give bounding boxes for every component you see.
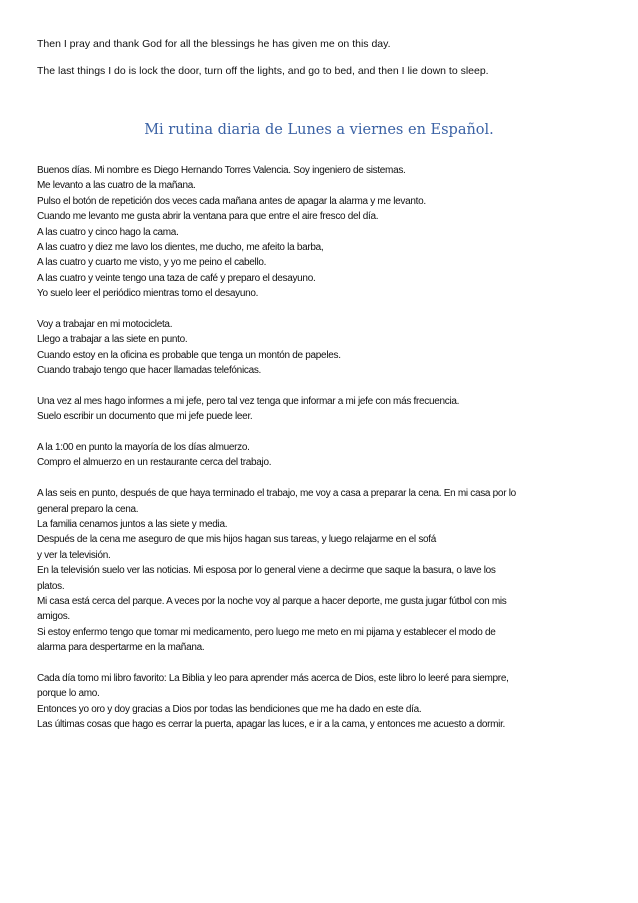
text-line: A las seis en punto, después de que haya terminado el trabajo, me voy a casa a preparar la cena. En mi casa por lo [37,488,516,500]
text-line: general preparo la cena. [37,503,139,515]
text-line: Cuando me levanto me gusta abrir la ventana para que entre el aire fresco del día. [37,211,379,223]
text-line: A las cuatro y diez me lavo los dientes, me ducho, me afeito la barba, [37,241,324,253]
document-body [37,163,617,748]
text-line: La familia cenamos juntos a las siete y media. [37,518,228,530]
text-line: Cuando estoy en la oficina es probable que tenga un montón de papeles. [37,349,341,361]
text-line: Suelo escribir un documento que mi jefe puede leer. [37,411,253,423]
paragraph [37,486,617,655]
paragraph [37,163,617,302]
text-line: A las cuatro y cinco hago la cama. [37,226,179,238]
paragraph [37,317,617,379]
text-line: A las cuatro y cuarto me visto, y yo me peino el cabello. [37,257,267,269]
text-line: Llego a trabajar a las siete en punto. [37,334,188,346]
text-line: platos. [37,580,65,592]
text-line: Las últimas cosas que hago es cerrar la puerta, apagar las luces, e ir a la cama, y entonces me acuesto a dormir. [37,719,506,731]
text-line: En la televisión suelo ver las noticias. Mi esposa por lo general viene a decirme que saque la basura, o lave los [37,565,496,577]
text-line: Una vez al mes hago informes a mi jefe, pero tal vez tenga que informar a mi jefe con más frecuencia. [37,395,460,407]
english-line-pray: Then I pray and thank God for all the blessings he has given me on this day. [37,38,391,50]
text-line: Me levanto a las cuatro de la mañana. [37,180,196,192]
text-line: A la 1:00 en punto la mayoría de los días almuerzo. [37,442,250,454]
paragraph [37,671,617,733]
text-line: Pulso el botón de repetición dos veces cada mañana antes de apagar la alarma y me levanto. [37,195,426,207]
text-line: Yo suelo leer el periódico mientras tomo el desayuno. [37,288,259,300]
text-line: alarma para despertarme en la mañana. [37,642,205,654]
text-line: Compro el almuerzo en un restaurante cerca del trabajo. [37,457,272,469]
text-line: amigos. [37,611,70,623]
text-line: Mi casa está cerca del parque. A veces por la noche voy al parque a hacer deporte, me gusta jugar fútbol con mis [37,595,507,607]
text-line: Voy a trabajar en mi motocicleta. [37,318,173,330]
text-line: Cada día tomo mi libro favorito: La Biblia y leo para aprender más acerca de Dios, este libro lo leeré para siempre, [37,672,509,684]
text-line: Cuando trabajo tengo que hacer llamadas telefónicas. [37,365,262,377]
text-line: Después de la cena me aseguro de que mis hijos hagan sus tareas, y luego relajarme en el sofá [37,534,437,546]
paragraph [37,440,617,471]
document-title: Mi rutina diaria de Lunes a viernes en Español. [144,122,494,138]
paragraph [37,394,617,425]
text-line: Entonces yo oro y doy gracias a Dios por todas las bendiciones que me ha dado en este día. [37,703,422,715]
text-line: porque lo amo. [37,688,100,700]
english-line-last-things: The last things I do is lock the door, turn off the lights, and go to bed, and then I lie down to sleep. [37,65,489,77]
text-line: A las cuatro y veinte tengo una taza de café y preparo el desayuno. [37,272,316,284]
text-line: Si estoy enfermo tengo que tomar mi medicamento, pero luego me meto en mi pijama y establecer el modo de [37,626,496,638]
text-line: Buenos días. Mi nombre es Diego Hernando Torres Valencia. Soy ingeniero de sistemas. [37,165,406,176]
text-line: y ver la televisión. [37,549,111,561]
